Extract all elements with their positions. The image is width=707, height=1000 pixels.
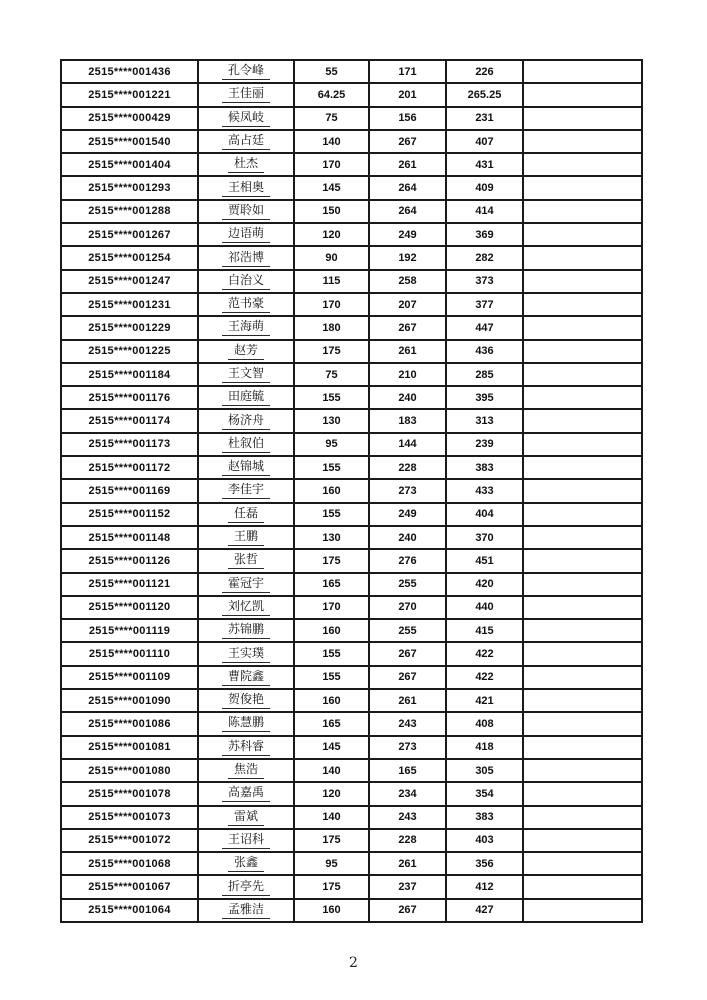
- table-row: [61, 293, 642, 316]
- score-table-body: [61, 60, 642, 922]
- candidate-name-text: 杨济舟: [222, 413, 270, 430]
- remark-cell: [523, 223, 642, 246]
- total-score-cell: 383: [446, 806, 523, 829]
- table-row: [61, 549, 642, 572]
- remark-cell: [523, 107, 642, 130]
- table-row: [61, 153, 642, 176]
- score2-cell: 273: [369, 736, 446, 759]
- table-row: [61, 409, 642, 432]
- score1-cell: 64.25: [294, 83, 369, 106]
- candidate-name-cell: [198, 759, 294, 782]
- table-row: [61, 782, 642, 805]
- remark-cell: [523, 573, 642, 596]
- table-row: [61, 223, 642, 246]
- table-row: [61, 573, 642, 596]
- total-score-cell: 436: [446, 340, 523, 363]
- table-row: [61, 83, 642, 106]
- total-score-cell: 414: [446, 200, 523, 223]
- score1-cell: 140: [294, 806, 369, 829]
- table-row: [61, 270, 642, 293]
- total-score-cell: 451: [446, 549, 523, 572]
- candidate-name-cell: [198, 107, 294, 130]
- candidate-name-text: 王诏科: [222, 832, 270, 849]
- remark-cell: [523, 479, 642, 502]
- table-row: [61, 666, 642, 689]
- total-score-cell: 313: [446, 409, 523, 432]
- table-row: [61, 712, 642, 735]
- score1-cell: 75: [294, 363, 369, 386]
- table-row: [61, 340, 642, 363]
- score2-cell: 267: [369, 130, 446, 153]
- score1-cell: 130: [294, 526, 369, 549]
- candidate-name-cell: [198, 200, 294, 223]
- candidate-id-cell: 2515****001288: [61, 200, 198, 223]
- table-row: [61, 596, 642, 619]
- score2-cell: 249: [369, 223, 446, 246]
- candidate-name-cell: [198, 712, 294, 735]
- total-score-cell: 265.25: [446, 83, 523, 106]
- candidate-name-cell: [198, 293, 294, 316]
- table-row: [61, 875, 642, 898]
- score1-cell: 170: [294, 153, 369, 176]
- score2-cell: 261: [369, 340, 446, 363]
- score1-cell: 95: [294, 433, 369, 456]
- remark-cell: [523, 782, 642, 805]
- total-score-cell: 226: [446, 60, 523, 83]
- total-score-cell: 447: [446, 316, 523, 339]
- candidate-id-cell: 2515****001254: [61, 246, 198, 269]
- candidate-name-text: 白治义: [222, 273, 270, 290]
- candidate-name-text: 刘忆凯: [222, 599, 270, 616]
- candidate-id-cell: 2515****001176: [61, 386, 198, 409]
- total-score-cell: 231: [446, 107, 523, 130]
- remark-cell: [523, 340, 642, 363]
- score2-cell: 207: [369, 293, 446, 316]
- candidate-name-cell: [198, 386, 294, 409]
- candidate-name-text: 高嘉禹: [222, 785, 270, 802]
- table-row: [61, 386, 642, 409]
- candidate-name-cell: [198, 176, 294, 199]
- candidate-id-cell: 2515****001152: [61, 503, 198, 526]
- remark-cell: [523, 526, 642, 549]
- candidate-name-cell: [198, 316, 294, 339]
- candidate-name-text: 任磊: [228, 506, 264, 523]
- score2-cell: 237: [369, 875, 446, 898]
- candidate-id-cell: 2515****001081: [61, 736, 198, 759]
- remark-cell: [523, 83, 642, 106]
- candidate-name-text: 边语萌: [222, 226, 270, 243]
- candidate-name-cell: [198, 246, 294, 269]
- table-row: [61, 479, 642, 502]
- remark-cell: [523, 596, 642, 619]
- candidate-name-cell: [198, 573, 294, 596]
- score2-cell: 183: [369, 409, 446, 432]
- candidate-name-cell: [198, 60, 294, 83]
- candidate-id-cell: 2515****001231: [61, 293, 198, 316]
- remark-cell: [523, 363, 642, 386]
- table-row: [61, 316, 642, 339]
- total-score-cell: 408: [446, 712, 523, 735]
- candidate-name-cell: [198, 340, 294, 363]
- candidate-name-cell: [198, 596, 294, 619]
- candidate-name-text: 陈慧鹏: [222, 715, 270, 732]
- score2-cell: 261: [369, 153, 446, 176]
- score1-cell: 90: [294, 246, 369, 269]
- total-score-cell: 305: [446, 759, 523, 782]
- score2-cell: 276: [369, 549, 446, 572]
- score2-cell: 267: [369, 666, 446, 689]
- table-row: [61, 759, 642, 782]
- score2-cell: 192: [369, 246, 446, 269]
- remark-cell: [523, 270, 642, 293]
- total-score-cell: 383: [446, 456, 523, 479]
- score1-cell: 170: [294, 596, 369, 619]
- candidate-name-cell: [198, 899, 294, 922]
- remark-cell: [523, 759, 642, 782]
- remark-cell: [523, 875, 642, 898]
- candidate-name-cell: [198, 409, 294, 432]
- table-row: [61, 107, 642, 130]
- table-row: [61, 200, 642, 223]
- score1-cell: 170: [294, 293, 369, 316]
- candidate-name-text: 范书豪: [222, 296, 270, 313]
- candidate-name-text: 王佳丽: [222, 86, 270, 103]
- score2-cell: 261: [369, 689, 446, 712]
- table-row: [61, 176, 642, 199]
- candidate-id-cell: 2515****001068: [61, 852, 198, 875]
- table-row: [61, 526, 642, 549]
- candidate-id-cell: 2515****001225: [61, 340, 198, 363]
- score1-cell: 160: [294, 899, 369, 922]
- candidate-name-text: 孔令峰: [222, 63, 270, 80]
- candidate-name-text: 赵锦城: [222, 459, 270, 476]
- table-row: [61, 736, 642, 759]
- remark-cell: [523, 899, 642, 922]
- candidate-id-cell: 2515****001121: [61, 573, 198, 596]
- remark-cell: [523, 246, 642, 269]
- candidate-name-cell: [198, 130, 294, 153]
- candidate-id-cell: 2515****001110: [61, 642, 198, 665]
- score2-cell: 273: [369, 479, 446, 502]
- remark-cell: [523, 456, 642, 479]
- candidate-id-cell: 2515****001126: [61, 549, 198, 572]
- score1-cell: 175: [294, 340, 369, 363]
- candidate-id-cell: 2515****001174: [61, 409, 198, 432]
- remark-cell: [523, 852, 642, 875]
- total-score-cell: 285: [446, 363, 523, 386]
- candidate-name-cell: [198, 153, 294, 176]
- score2-cell: 243: [369, 806, 446, 829]
- page-number: 2: [349, 955, 358, 971]
- candidate-id-cell: 2515****001148: [61, 526, 198, 549]
- candidate-name-cell: [198, 782, 294, 805]
- candidate-id-cell: 2515****001086: [61, 712, 198, 735]
- score1-cell: 145: [294, 176, 369, 199]
- table-row: [61, 60, 642, 83]
- score1-cell: 165: [294, 573, 369, 596]
- candidate-name-text: 高占廷: [222, 133, 270, 150]
- candidate-name-text: 折亭先: [222, 879, 270, 896]
- total-score-cell: 420: [446, 573, 523, 596]
- score1-cell: 155: [294, 642, 369, 665]
- candidate-name-text: 祁浩博: [222, 250, 270, 267]
- total-score-cell: 282: [446, 246, 523, 269]
- score1-cell: 160: [294, 619, 369, 642]
- score2-cell: 243: [369, 712, 446, 735]
- remark-cell: [523, 619, 642, 642]
- score1-cell: 155: [294, 666, 369, 689]
- score1-cell: 175: [294, 875, 369, 898]
- candidate-name-cell: [198, 83, 294, 106]
- candidate-name-text: 贺俊艳: [222, 692, 270, 709]
- candidate-name-cell: [198, 642, 294, 665]
- total-score-cell: 373: [446, 270, 523, 293]
- candidate-name-text: 王相奥: [222, 180, 270, 197]
- table-row: [61, 689, 642, 712]
- total-score-cell: 421: [446, 689, 523, 712]
- score1-cell: 155: [294, 386, 369, 409]
- score2-cell: 201: [369, 83, 446, 106]
- candidate-name-text: 李佳宇: [222, 482, 270, 499]
- remark-cell: [523, 60, 642, 83]
- candidate-id-cell: 2515****001247: [61, 270, 198, 293]
- score2-cell: 270: [369, 596, 446, 619]
- remark-cell: [523, 200, 642, 223]
- candidate-name-text: 张哲: [228, 552, 264, 569]
- candidate-name-text: 贾聆如: [222, 203, 270, 220]
- score2-cell: 267: [369, 642, 446, 665]
- score1-cell: 160: [294, 479, 369, 502]
- remark-cell: [523, 666, 642, 689]
- candidate-id-cell: 2515****001080: [61, 759, 198, 782]
- score1-cell: 140: [294, 130, 369, 153]
- table-row: [61, 642, 642, 665]
- score2-cell: 210: [369, 363, 446, 386]
- candidate-name-cell: [198, 549, 294, 572]
- score2-cell: 240: [369, 386, 446, 409]
- table-row: [61, 130, 642, 153]
- candidate-name-text: 苏锦鹏: [222, 622, 270, 639]
- candidate-name-text: 张鑫: [228, 855, 264, 872]
- score2-cell: 264: [369, 200, 446, 223]
- candidate-name-cell: [198, 806, 294, 829]
- table-row: [61, 456, 642, 479]
- table-row: [61, 852, 642, 875]
- total-score-cell: 433: [446, 479, 523, 502]
- candidate-name-cell: [198, 689, 294, 712]
- remark-cell: [523, 433, 642, 456]
- score1-cell: 55: [294, 60, 369, 83]
- total-score-cell: 407: [446, 130, 523, 153]
- remark-cell: [523, 153, 642, 176]
- candidate-name-text: 杜杰: [228, 156, 264, 173]
- table-row: [61, 433, 642, 456]
- total-score-cell: 369: [446, 223, 523, 246]
- remark-cell: [523, 316, 642, 339]
- total-score-cell: 427: [446, 899, 523, 922]
- total-score-cell: 412: [446, 875, 523, 898]
- candidate-id-cell: 2515****001436: [61, 60, 198, 83]
- total-score-cell: 415: [446, 619, 523, 642]
- score1-cell: 120: [294, 223, 369, 246]
- score1-cell: 155: [294, 503, 369, 526]
- candidate-id-cell: 2515****001267: [61, 223, 198, 246]
- candidate-name-cell: [198, 875, 294, 898]
- remark-cell: [523, 176, 642, 199]
- candidate-id-cell: 2515****001540: [61, 130, 198, 153]
- score1-cell: 120: [294, 782, 369, 805]
- candidate-name-cell: [198, 503, 294, 526]
- score1-cell: 75: [294, 107, 369, 130]
- candidate-id-cell: 2515****001067: [61, 875, 198, 898]
- remark-cell: [523, 829, 642, 852]
- total-score-cell: 370: [446, 526, 523, 549]
- table-row: [61, 806, 642, 829]
- score2-cell: 234: [369, 782, 446, 805]
- candidate-name-text: 曹院鑫: [222, 669, 270, 686]
- candidate-name-text: 王海萌: [222, 319, 270, 336]
- candidate-name-text: 杜叙伯: [222, 436, 270, 453]
- remark-cell: [523, 549, 642, 572]
- score2-cell: 255: [369, 573, 446, 596]
- total-score-cell: 239: [446, 433, 523, 456]
- candidate-name-cell: [198, 526, 294, 549]
- score2-cell: 228: [369, 829, 446, 852]
- candidate-id-cell: 2515****001169: [61, 479, 198, 502]
- score1-cell: 150: [294, 200, 369, 223]
- candidate-name-cell: [198, 223, 294, 246]
- table-row: [61, 899, 642, 922]
- table-row: [61, 829, 642, 852]
- candidate-name-cell: [198, 363, 294, 386]
- score2-cell: 165: [369, 759, 446, 782]
- total-score-cell: 418: [446, 736, 523, 759]
- candidate-name-text: 王实璞: [222, 646, 270, 663]
- candidate-id-cell: 2515****001173: [61, 433, 198, 456]
- candidate-name-cell: [198, 479, 294, 502]
- candidate-name-text: 苏科睿: [222, 739, 270, 756]
- score1-cell: 175: [294, 549, 369, 572]
- score1-cell: 180: [294, 316, 369, 339]
- remark-cell: [523, 806, 642, 829]
- candidate-id-cell: 2515****001072: [61, 829, 198, 852]
- total-score-cell: 403: [446, 829, 523, 852]
- score1-cell: 145: [294, 736, 369, 759]
- remark-cell: [523, 293, 642, 316]
- table-row: [61, 619, 642, 642]
- total-score-cell: 377: [446, 293, 523, 316]
- score1-cell: 95: [294, 852, 369, 875]
- score2-cell: 171: [369, 60, 446, 83]
- score2-cell: 267: [369, 316, 446, 339]
- candidate-name-text: 焦浩: [228, 762, 264, 779]
- total-score-cell: 422: [446, 666, 523, 689]
- candidate-id-cell: 2515****001078: [61, 782, 198, 805]
- candidate-id-cell: 2515****001119: [61, 619, 198, 642]
- candidate-name-cell: [198, 456, 294, 479]
- score2-cell: 261: [369, 852, 446, 875]
- candidate-id-cell: 2515****001090: [61, 689, 198, 712]
- score1-cell: 115: [294, 270, 369, 293]
- score1-cell: 160: [294, 689, 369, 712]
- candidate-name-cell: [198, 619, 294, 642]
- candidate-name-cell: [198, 736, 294, 759]
- candidate-id-cell: 2515****001064: [61, 899, 198, 922]
- remark-cell: [523, 503, 642, 526]
- candidate-id-cell: 2515****001229: [61, 316, 198, 339]
- candidate-name-text: 孟雅洁: [222, 902, 270, 919]
- candidate-id-cell: 2515****001109: [61, 666, 198, 689]
- table-row: [61, 363, 642, 386]
- remark-cell: [523, 689, 642, 712]
- remark-cell: [523, 409, 642, 432]
- candidate-id-cell: 2515****001184: [61, 363, 198, 386]
- total-score-cell: 395: [446, 386, 523, 409]
- total-score-cell: 409: [446, 176, 523, 199]
- score1-cell: 140: [294, 759, 369, 782]
- total-score-cell: 356: [446, 852, 523, 875]
- candidate-name-text: 候凤岐: [222, 110, 270, 127]
- score2-cell: 144: [369, 433, 446, 456]
- total-score-cell: 422: [446, 642, 523, 665]
- candidate-name-cell: [198, 829, 294, 852]
- candidate-id-cell: 2515****001120: [61, 596, 198, 619]
- candidate-name-text: 王鹏: [228, 529, 264, 546]
- candidate-name-cell: [198, 270, 294, 293]
- score2-cell: 240: [369, 526, 446, 549]
- candidate-id-cell: 2515****001221: [61, 83, 198, 106]
- score2-cell: 228: [369, 456, 446, 479]
- score2-cell: 267: [369, 899, 446, 922]
- candidate-name-text: 王文智: [222, 366, 270, 383]
- score2-cell: 249: [369, 503, 446, 526]
- candidate-name-cell: [198, 852, 294, 875]
- total-score-cell: 404: [446, 503, 523, 526]
- candidate-id-cell: 2515****001293: [61, 176, 198, 199]
- candidate-name-cell: [198, 666, 294, 689]
- candidate-id-cell: 2515****001073: [61, 806, 198, 829]
- table-row: [61, 246, 642, 269]
- remark-cell: [523, 386, 642, 409]
- candidate-id-cell: 2515****001404: [61, 153, 198, 176]
- score2-cell: 258: [369, 270, 446, 293]
- candidate-id-cell: 2515****000429: [61, 107, 198, 130]
- score-table: [60, 59, 643, 923]
- remark-cell: [523, 130, 642, 153]
- candidate-name-text: 田庭毓: [222, 389, 270, 406]
- total-score-cell: 354: [446, 782, 523, 805]
- candidate-name-cell: [198, 433, 294, 456]
- score2-cell: 156: [369, 107, 446, 130]
- score1-cell: 130: [294, 409, 369, 432]
- score2-cell: 264: [369, 176, 446, 199]
- score2-cell: 255: [369, 619, 446, 642]
- candidate-name-text: 雷斌: [228, 809, 264, 826]
- total-score-cell: 431: [446, 153, 523, 176]
- candidate-name-text: 霍冠宇: [222, 576, 270, 593]
- score1-cell: 175: [294, 829, 369, 852]
- candidate-id-cell: 2515****001172: [61, 456, 198, 479]
- candidate-name-text: 赵芳: [228, 343, 264, 360]
- score1-cell: 155: [294, 456, 369, 479]
- table-row: [61, 503, 642, 526]
- remark-cell: [523, 712, 642, 735]
- total-score-cell: 440: [446, 596, 523, 619]
- remark-cell: [523, 736, 642, 759]
- score1-cell: 165: [294, 712, 369, 735]
- remark-cell: [523, 642, 642, 665]
